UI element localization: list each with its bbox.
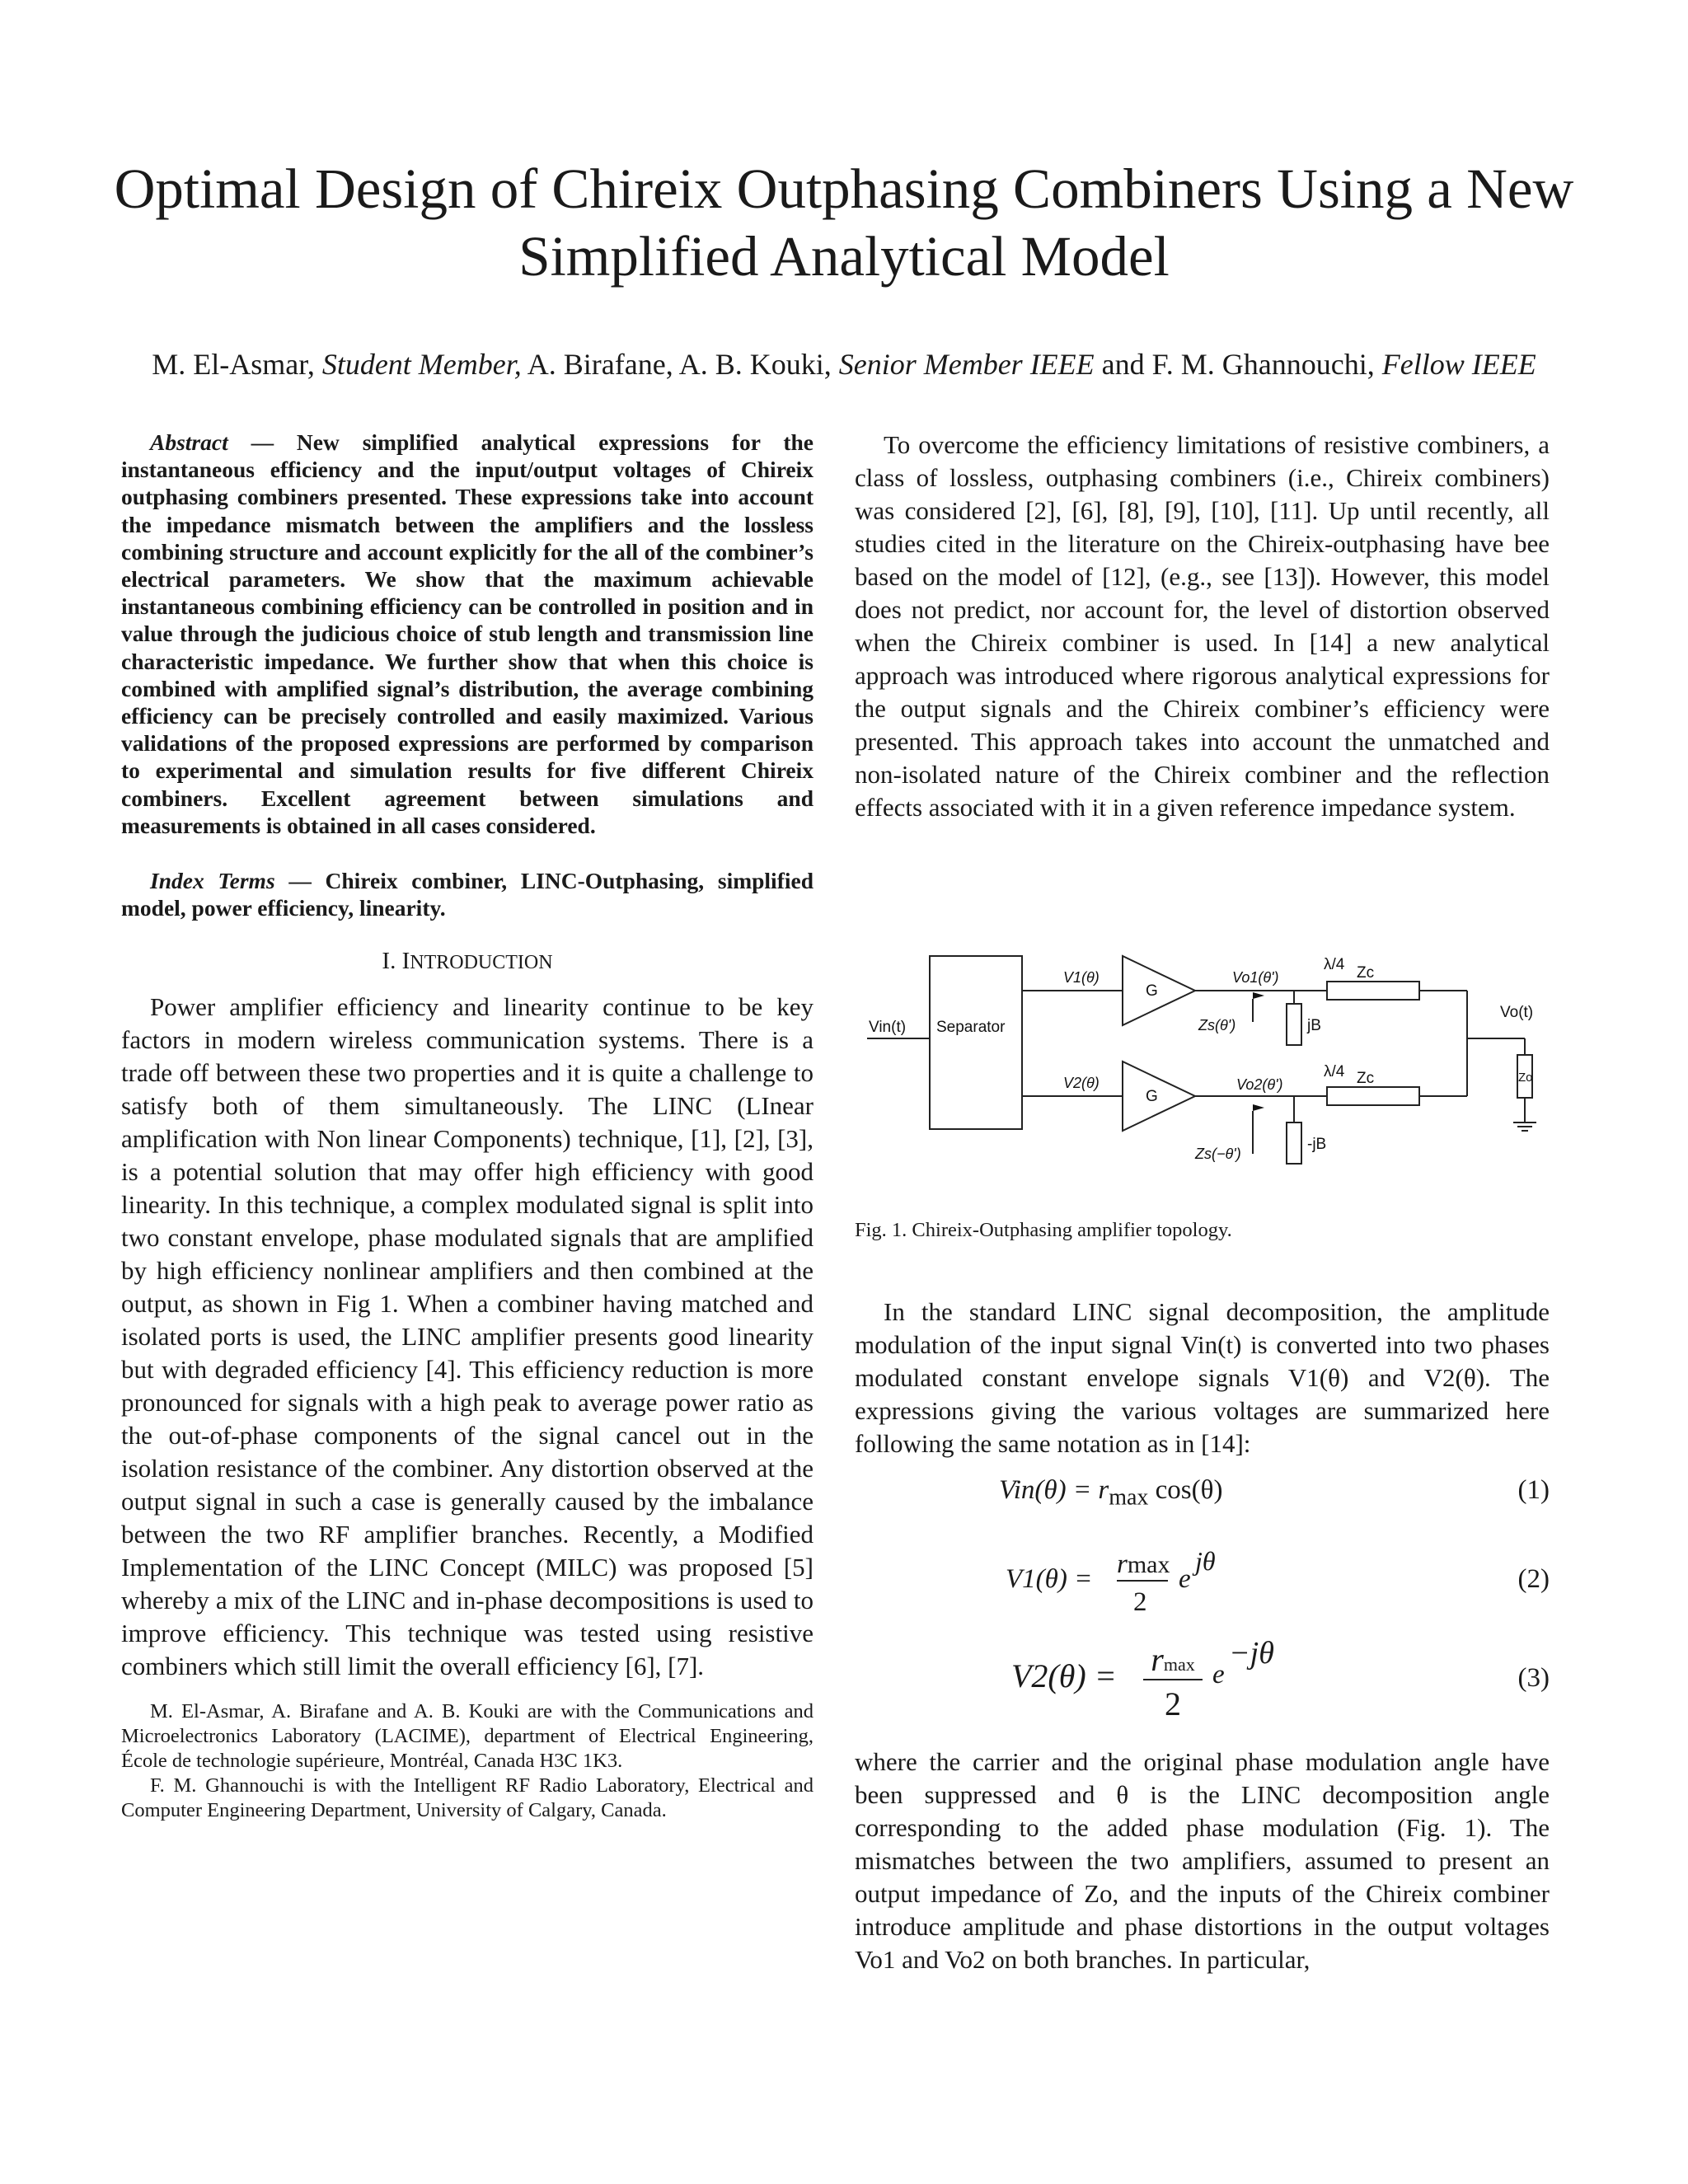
intro-paragraph: Power amplifier efficiency and linearity continue to be key factors in modern wireless communication systems. There is a trade off between these two properties and it is quite a challenge to satisfy both of them simultaneously. The LINC (LInear amplification with Non linear Components) technique, [1], [2], [3], is a potential solution that may offer high efficiency with good linearity. In this technique, a complex modulated signal is split into two constant envelope, phase modulated signals that are amplified by high efficiency nonlinear amplifiers and then combined at the output, as shown in Fig 1. When a combiner having matched and isolated ports is used, the LINC amplifier presents good linearity but with degraded efficiency [4]. This efficiency reduction is more pronounced for signals with a high peak to average power ratio as the out-of-phase components of the signal cancel out in the isolation resistance of the combiner. Any distortion observed at the output signal in such a case is generally caused by the imbalance between the two RF amplifier branches. Recently, a Modified Implementation of the LINC Concept (MILC) was proposed [5] whereby a mix of the LINC and in-phase decompositions is used to improve efficiency. This technique was tested using resistive combiners which still limit the overall efficiency [6], [7]. — [121, 992, 814, 1681]
author-3-role: Fellow IEEE — [1381, 348, 1536, 381]
eq3-lhs: V2(θ) = — [1011, 1657, 1117, 1694]
amplifier-lower — [1123, 1062, 1195, 1131]
author-1: M. El-Asmar, — [152, 348, 315, 381]
section-heading-introduction — [121, 946, 814, 977]
footnotes — [121, 1699, 814, 1823]
eq3-sub: max — [1163, 1654, 1195, 1675]
label-v2: V2(θ) — [1063, 1075, 1100, 1091]
eq1-sub: max — [1109, 1484, 1149, 1511]
abstract-dash: — — [227, 429, 297, 455]
eq2-exp: e — [1179, 1564, 1191, 1594]
eq1-number: (1) — [1517, 1475, 1550, 1505]
author-and: and — [1101, 348, 1145, 381]
label-vo1: Vo1(θ') — [1232, 969, 1279, 986]
index-terms — [121, 867, 814, 921]
equation-3 — [855, 1636, 1550, 1722]
stub-upper — [1287, 1004, 1301, 1045]
line-lower — [1327, 1087, 1419, 1105]
figure-1-diagram — [865, 915, 1550, 1220]
paper-title: Optimal Design of Chireix Outphasing Combiners Using a New Simplified Analytical Model — [114, 157, 1574, 288]
abstract-label: Abstract — [150, 429, 228, 455]
label-lambda-upper: λ/4 — [1324, 956, 1345, 973]
eq3-sup: −jθ — [1229, 1636, 1274, 1671]
label-g-lower: G — [1146, 1088, 1158, 1105]
right-paragraph-1: To overcome the efficiency limitations of resistive combiners, a class of lossless, outphasing combiners (i.e., Chireix combiners) was considered [2], [6], [8], [9], [10], [11]. Up until recently, all studies cited in the literature on the Chireix-outphasing have bee based on the model of [12], (e.g., see [13]). However, this model does not predict, nor account for, the level of distortion observed when the Chireix combiner is used. In [14] a new analytical approach was introduced where rigorous analytical expressions for the output signals and the Chireix combiner’s efficiency were presented. This approach takes into account the unmatched and non-isolated nature of the Chireix combiner and the reflection effects associated with it in a given reference impedance system. — [855, 430, 1550, 822]
right-column — [855, 429, 1550, 824]
label-zc-lower: Zc — [1357, 1070, 1375, 1087]
label-zs-lower: Zs(−θ') — [1195, 1146, 1241, 1162]
section-title: NTRODUCTION — [410, 952, 553, 974]
footnote-2: F. M. Ghannouchi is with the Intelligent RF Radio Laboratory, Electrical and Computer Engineering Department, University of Calgary, Canada. — [121, 1774, 814, 1822]
author-line — [0, 346, 1688, 382]
label-separator: Separator — [936, 1019, 1006, 1036]
author-2: A. Birafane, A. B. Kouki, — [527, 348, 832, 381]
eq3-numerator: r — [1151, 1641, 1164, 1678]
label-zs-upper: Zs(θ') — [1198, 1017, 1236, 1033]
abstract-text: New simplified analytical expressions for the instantaneous efficiency and the input/output voltages of Chireix outphasing combiners presented. These expressions take into account the impedance mismatch between the amplifiers and the lossless combining structure and account explicitly for the all of the combiner’s electrical parameters. We show that the maximum achievable instantaneous combining efficiency can be controlled in position and in value through the judicious choice of stub length and transmission line characteristic impedance. We further show that when this choice is combined with amplified signal’s distribution, the average combining efficiency can be precisely controlled and easily maximized. Various validations of the proposed expressions are performed by comparison to experimental and simulation results for five different Chireix combiners. Excellent agreement between simulations and measurements is obtained in all cases considered. — [121, 429, 814, 838]
index-terms-label: Index Terms — [150, 868, 275, 894]
eq2-numerator: r — [1117, 1549, 1128, 1579]
right-paragraph-2-block — [855, 1296, 1550, 1460]
left-column — [121, 429, 814, 1823]
right-paragraph-3-block — [855, 1746, 1550, 1976]
label-jb: jB — [1307, 1017, 1321, 1034]
author-3: F. M. Ghannouchi, — [1151, 348, 1375, 381]
right-paragraph-2: In the standard LINC signal decomposition, the amplitude modulation of the input signal Vin(t) is converted into two phases modulated constant envelope signals V1(θ) and V2(θ). The expressions giving the various voltages are summarized here following the same notation as in [14]: — [855, 1297, 1550, 1458]
amplifier-upper — [1123, 956, 1195, 1025]
index-terms-dash: — — [274, 868, 326, 894]
label-lambda-lower: λ/4 — [1324, 1063, 1345, 1080]
figure-caption — [855, 1218, 1550, 1243]
eq3-number: (3) — [1517, 1663, 1550, 1693]
eq1-lhs: Vin(θ) = r — [999, 1475, 1109, 1505]
eq2-sup: jθ — [1195, 1546, 1216, 1576]
line-upper — [1327, 982, 1419, 1000]
label-zo: Zo — [1518, 1071, 1533, 1085]
eq2-number: (2) — [1517, 1564, 1550, 1594]
author-1-role: Student Member, — [321, 348, 522, 381]
eq1-rhs: cos(θ) — [1148, 1475, 1223, 1505]
stub-lower — [1287, 1122, 1301, 1164]
eq2-sub: max — [1127, 1551, 1170, 1578]
label-vo: Vo(t) — [1500, 1004, 1534, 1021]
caption-text: Fig. 1. Chireix-Outphasing amplifier topology. — [855, 1219, 1232, 1241]
eq2-denominator: 2 — [1133, 1587, 1147, 1617]
right-paragraph-3: where the carrier and the original phase modulation angle have been suppressed and θ is the LINC decomposition angle corresponding to the added phase modulation (Fig. 1). The mismatches between the two amplifiers, assumed to present an output impedance of Zo, and the inputs of the Chireix combiner introduce amplitude and phase distortions in the output voltages Vo1 and Vo2 on both branches. In particular, — [855, 1747, 1550, 1974]
equation-2 — [855, 1546, 1550, 1617]
label-g-upper: G — [1146, 982, 1158, 1000]
label-zc-upper: Zc — [1357, 964, 1375, 982]
index-terms-text: Chireix combiner, LINC-Outphasing, simplified model, power efficiency, linearity. — [121, 868, 814, 921]
label-minus-jb: -jB — [1307, 1136, 1327, 1153]
label-vin: Vin(t) — [869, 1019, 907, 1036]
footnote-1: M. El-Asmar, A. Birafane and A. B. Kouki are with the Communications and Microelectronics Laboratory (LACIME), department of Electrical Engineering, École de technologie supérieure, Montréal, Canada H3C 1K3. — [121, 1700, 814, 1773]
label-vo2: Vo2(θ') — [1236, 1076, 1283, 1093]
eq3-denominator: 2 — [1165, 1685, 1181, 1722]
separator-box — [930, 956, 1022, 1129]
eq3-exp: e — [1212, 1660, 1225, 1690]
eq2-lhs: V1(θ) = — [1006, 1564, 1093, 1594]
label-v1: V1(θ) — [1063, 969, 1100, 986]
section-numeral: I. I — [382, 948, 410, 975]
author-2-role: Senior Member IEEE — [838, 348, 1095, 381]
abstract — [121, 429, 814, 839]
